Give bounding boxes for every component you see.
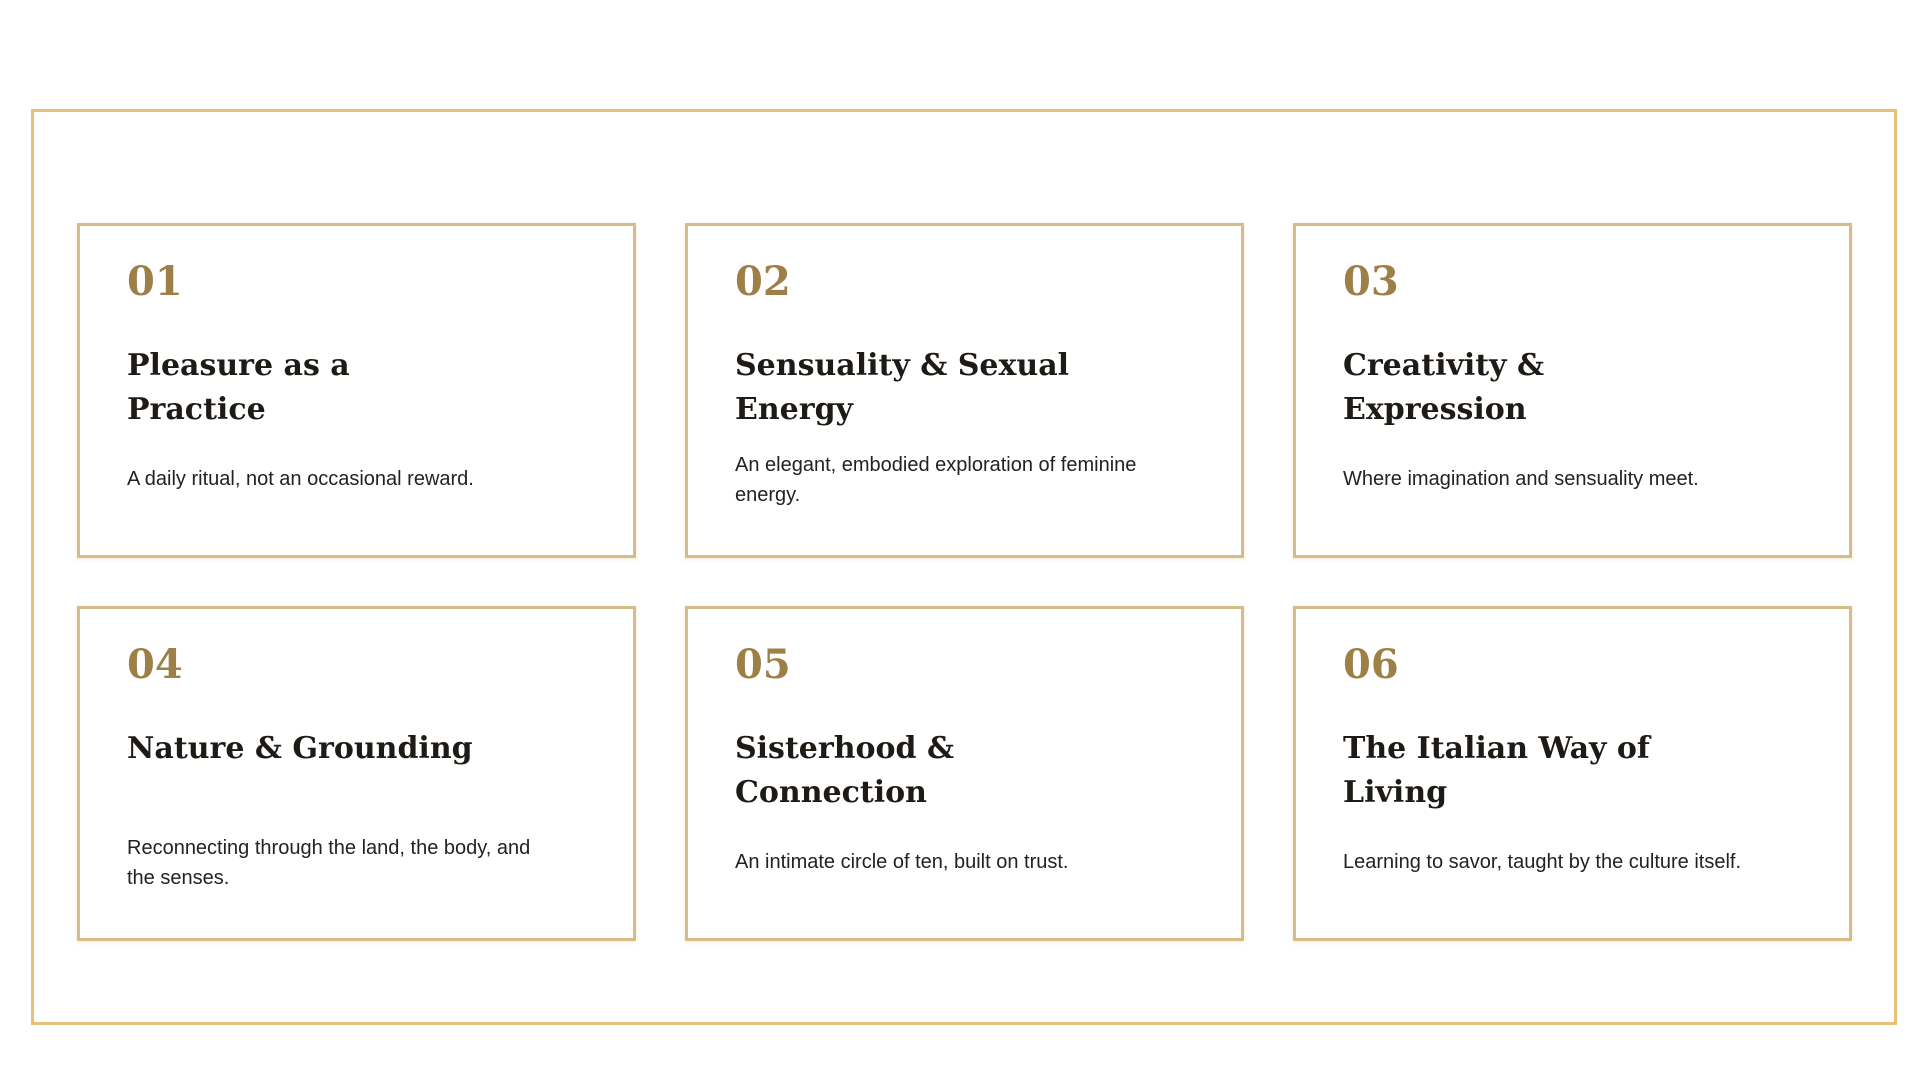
- card-description: Reconnecting through the land, the body, and the senses.: [127, 837, 531, 889]
- card-number: 05: [735, 641, 791, 688]
- pillar-card-3: [1293, 223, 1852, 558]
- card-title: Creativity & Expression: [1343, 348, 1545, 427]
- card-title: Nature & Grounding: [127, 731, 473, 766]
- card-description: An intimate circle of ten, built on trust.: [735, 851, 1069, 873]
- card-number: 06: [1343, 641, 1399, 688]
- card-description: A daily ritual, not an occasional reward.: [127, 468, 474, 490]
- card-description: Where imagination and sensuality meet.: [1343, 468, 1699, 490]
- pillar-card-2: [685, 223, 1244, 558]
- pillar-card-4: [77, 606, 636, 941]
- card-number: 03: [1343, 258, 1399, 305]
- pillar-card-6: [1293, 606, 1852, 941]
- card-title: Sisterhood & Connection: [735, 731, 955, 810]
- card-title: Pleasure as a Practice: [127, 348, 350, 427]
- pillars-grid: [77, 223, 1851, 941]
- card-number: 02: [735, 258, 791, 305]
- card-description: Learning to savor, taught by the culture itself.: [1343, 851, 1742, 873]
- pillar-card-1: [77, 223, 636, 558]
- card-number: 04: [127, 641, 183, 688]
- pillar-card-5: [685, 606, 1244, 941]
- card-description: An elegant, embodied exploration of feminine energy.: [735, 454, 1137, 506]
- card-title: Sensuality & Sexual Energy: [735, 348, 1070, 427]
- card-title: The Italian Way of Living: [1343, 731, 1650, 810]
- card-number: 01: [127, 258, 183, 305]
